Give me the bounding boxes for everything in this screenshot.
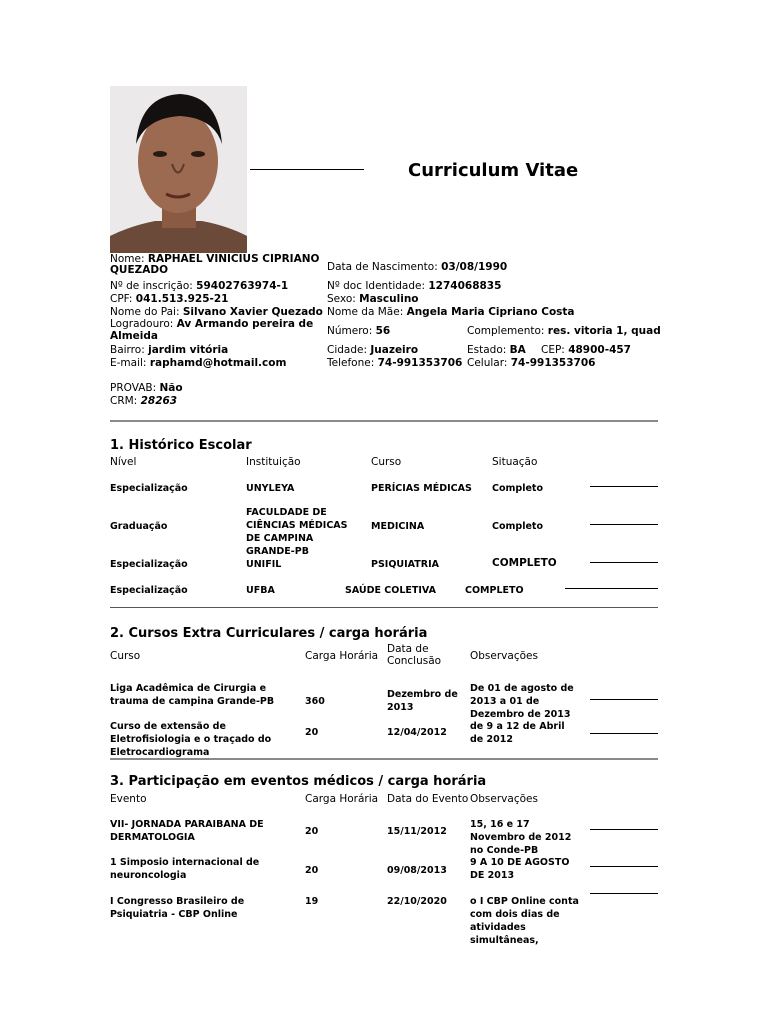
- table-row-curso: PERÍCIAS MÉDICAS: [371, 483, 472, 494]
- cidade-field: Cidade: Juazeiro: [327, 344, 419, 356]
- row-rule: [590, 893, 658, 894]
- row-rule: [590, 733, 658, 734]
- table-row-curso: Curso de extensão de Eletrofisiologia e o traçado do Eletrocardiograma: [110, 721, 272, 758]
- section-divider: [110, 758, 658, 760]
- historico-header-situacao: Situação: [492, 456, 538, 468]
- cpf-field: CPF: 041.513.925-21: [110, 293, 229, 305]
- cursos-title: 2. Cursos Extra Curriculares / carga horária: [110, 626, 428, 641]
- row-rule: [590, 866, 658, 867]
- logradouro-field: Logradouro: Av Armando pereira de Almeida: [110, 318, 314, 342]
- eventos-header-evento: Evento: [110, 793, 147, 805]
- celular-field: Celular: 74-991353706: [467, 357, 596, 369]
- title-rule: [250, 169, 364, 170]
- crm-field: CRM: 28263: [110, 395, 178, 407]
- cursos-header-carga: Carga Horária: [305, 650, 379, 662]
- table-row-carga: 19: [305, 896, 319, 907]
- cursos-header-curso: Curso: [110, 650, 141, 662]
- page-title: Curriculum Vitae: [408, 160, 579, 181]
- table-row-carga: 20: [305, 826, 319, 837]
- table-row-data: 09/08/2013: [387, 865, 447, 876]
- table-row-obs: o I CBP Online conta com dois dias de atividades simultâneas,: [470, 896, 579, 946]
- row-rule: [590, 829, 658, 830]
- table-row-curso: SAÚDE COLETIVA: [345, 585, 436, 596]
- sexo-field: Sexo: Masculino: [327, 293, 419, 305]
- eventos-header-data: Data do Evento: [387, 793, 469, 805]
- table-row-nivel: Especialização: [110, 585, 188, 596]
- name-field: Nome: RAPHAEL VINICIUS CIPRIANO QUEZADO: [110, 253, 320, 276]
- provab-field: PROVAB: Não: [110, 382, 183, 394]
- section-divider: [110, 420, 658, 422]
- eventos-header-obs: Observações: [470, 793, 538, 805]
- table-row-data: 12/04/2012: [387, 727, 447, 738]
- inscricao-field: Nº de inscrição: 59402763974-1: [110, 280, 289, 292]
- row-rule: [590, 562, 658, 563]
- mae-field: Nome da Mãe: Angela Maria Cipriano Costa: [327, 306, 575, 318]
- table-row-situacao: Completo: [492, 521, 543, 532]
- table-row-curso: MEDICINA: [371, 521, 425, 532]
- numero-field: Número: 56: [327, 325, 391, 337]
- profile-photo: [110, 86, 247, 253]
- table-row-instituicao: UNYLEYA: [246, 483, 295, 494]
- row-rule: [590, 699, 658, 700]
- email-field: E-mail: raphamd@hotmail.com: [110, 357, 287, 369]
- bairro-field: Bairro: jardim vitória: [110, 344, 229, 356]
- identidade-field: Nº doc Identidade: 1274068835: [327, 280, 502, 292]
- table-row-instituicao: UNIFIL: [246, 559, 282, 570]
- nascimento-field: Data de Nascimento: 03/08/1990: [327, 261, 508, 273]
- eventos-title: 3. Participação em eventos médicos / carga horária: [110, 774, 487, 789]
- table-row-obs: 15, 16 e 17 Novembro de 2012 no Conde-PB: [470, 819, 572, 856]
- row-rule: [565, 588, 658, 589]
- table-row-situacao: COMPLETO: [492, 557, 557, 569]
- cursos-header-data: Data de Conclusão: [387, 643, 442, 667]
- estado-field: Estado: BA: [467, 344, 526, 356]
- table-row-evento: VII- JORNADA PARAIBANA DE DERMATOLOGIA: [110, 819, 264, 843]
- complemento-field: Complemento: res. vitoria 1, quad: [467, 325, 661, 337]
- table-row-obs: De 01 de agosto de 2013 a 01 de Dezembro de 2013: [470, 683, 574, 720]
- portrait-image: [110, 86, 247, 253]
- pai-field: Nome do Pai: Silvano Xavier Quezado: [110, 306, 323, 318]
- table-row-instituicao: FACULDADE DE CIÊNCIAS MÉDICAS DE CAMPINA GRANDE-PB: [246, 507, 348, 557]
- table-row-data: 22/10/2020: [387, 896, 447, 907]
- table-row-nivel: Especialização: [110, 483, 188, 494]
- table-row-nivel: Graduação: [110, 521, 168, 532]
- row-rule: [590, 486, 658, 487]
- table-row-carga: 20: [305, 727, 319, 738]
- table-row-nivel: Especialização: [110, 559, 188, 570]
- table-row-evento: 1 Simposio internacional de neuroncologia: [110, 857, 260, 881]
- historico-header-nivel: Nível: [110, 456, 137, 468]
- eventos-header-carga: Carga Horária: [305, 793, 379, 805]
- table-row-data: 15/11/2012: [387, 826, 447, 837]
- table-row-curso: Liga Acadêmica de Cirurgia e trauma de campina Grande-PB: [110, 683, 275, 707]
- table-row-obs: de 9 a 12 de Abril de 2012: [470, 721, 565, 745]
- table-row-evento: I Congresso Brasileiro de Psiquiatria - CBP Online: [110, 896, 245, 920]
- cursos-header-obs: Observações: [470, 650, 538, 662]
- table-row-instituicao: UFBA: [246, 585, 275, 596]
- historico-title: 1. Histórico Escolar: [110, 438, 252, 453]
- table-row-carga: 20: [305, 865, 319, 876]
- telefone-field: Telefone: 74-991353706: [327, 357, 463, 369]
- historico-header-curso: Curso: [371, 456, 402, 468]
- table-row-curso: PSIQUIATRIA: [371, 559, 439, 570]
- table-row-situacao: COMPLETO: [465, 585, 524, 596]
- historico-header-instituicao: Instituição: [246, 456, 301, 468]
- row-rule: [590, 524, 658, 525]
- section-divider: [110, 607, 658, 608]
- table-row-carga: 360: [305, 696, 325, 707]
- table-row-data: Dezembro de 2013: [387, 689, 458, 713]
- cep-field: CEP: 48900-457: [541, 344, 631, 356]
- table-row-obs: 9 A 10 DE AGOSTO DE 2013: [470, 857, 570, 881]
- table-row-situacao: Completo: [492, 483, 543, 494]
